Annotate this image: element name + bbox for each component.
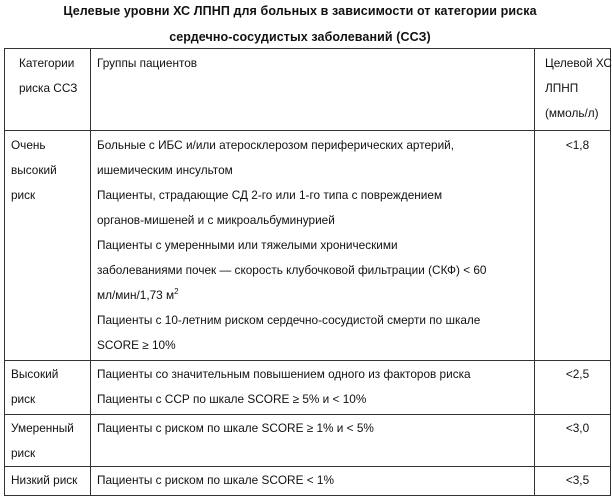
risk-category-cell — [5, 361, 91, 415]
target-ldl-cell: <3,0 — [535, 415, 611, 467]
patient-groups-cell — [91, 467, 535, 496]
risk-category-cell — [5, 415, 91, 467]
category-line: Умеренный — [11, 421, 74, 435]
target-ldl-cell: <3,5 — [535, 467, 611, 496]
risk-category-cell — [5, 131, 91, 361]
group-line: ишемическим инсультом — [97, 163, 233, 177]
patient-groups-cell — [91, 361, 535, 415]
header-target-line: Целевой ХС — [545, 56, 612, 70]
group-line: Пациенты со значительным повышением одного из факторов риска — [97, 367, 471, 381]
category-line: риск — [11, 188, 36, 202]
group-line: Больные с ИБС и/или атеросклерозом периферических артерий, — [97, 138, 455, 152]
group-line-with-superscript — [97, 283, 528, 308]
target-ldl-cell: <2,5 — [535, 361, 611, 415]
ldl-target-table — [4, 48, 611, 496]
category-line: риск — [11, 446, 36, 460]
risk-category-cell — [5, 467, 91, 496]
group-line: заболеваниями почек — скорость клубочковой фильтрации (СКФ) < 60 — [97, 263, 487, 277]
document-title-line-2: сердечно-сосудистых заболеваний (ССЗ) — [169, 30, 431, 44]
group-line: Пациенты с умеренными или тяжелыми хроническими — [97, 238, 398, 252]
table-row-high-risk — [5, 361, 611, 415]
group-line: Пациенты с ССР по шкале SCORE ≥ 5% и < 10% — [97, 392, 367, 406]
header-groups-label: Группы пациентов — [97, 56, 198, 70]
group-line: Пациенты, страдающие СД 2-го или 1-го типа с повреждением — [97, 188, 443, 202]
header-patient-groups — [91, 49, 535, 131]
group-line-text: мл/мин/1,73 м — [97, 288, 175, 302]
target-ldl-cell: <1,8 — [535, 131, 611, 361]
category-line: Очень — [11, 138, 46, 152]
group-line: Пациенты с риском по шкале SCORE ≥ 1% и < 5% — [97, 421, 374, 435]
header-target-ldl — [535, 49, 611, 131]
table-header-row — [5, 49, 611, 131]
table-row-moderate-risk — [5, 415, 611, 467]
table-row-low-risk — [5, 467, 611, 496]
category-line: Высокий — [11, 367, 59, 381]
category-line: высокий — [11, 163, 57, 177]
document-title-line-1: Целевые уровни ХС ЛПНП для больных в зависимости от категории риска — [63, 4, 537, 18]
patient-groups-cell — [91, 131, 535, 361]
group-line: органов-мишеней и с микроальбуминурией — [97, 213, 335, 227]
header-target-line: ЛПНП — [545, 81, 579, 95]
group-line: Пациенты с риском по шкале SCORE < 1% — [97, 473, 334, 487]
category-line: риск — [11, 392, 36, 406]
table-row-very-high-risk — [5, 131, 611, 361]
header-target-line: (ммоль/л) — [545, 106, 599, 120]
header-category-line: риска ССЗ — [19, 81, 78, 95]
group-line: Пациенты с 10-летним риском сердечно-сосудистой смерти по шкале — [97, 313, 481, 327]
header-category-line: Категории — [19, 56, 75, 70]
superscript: 2 — [174, 287, 179, 297]
header-risk-category — [5, 49, 91, 131]
group-line: SCORE ≥ 10% — [97, 338, 176, 352]
patient-groups-cell — [91, 415, 535, 467]
category-line: Низкий риск — [11, 473, 78, 487]
